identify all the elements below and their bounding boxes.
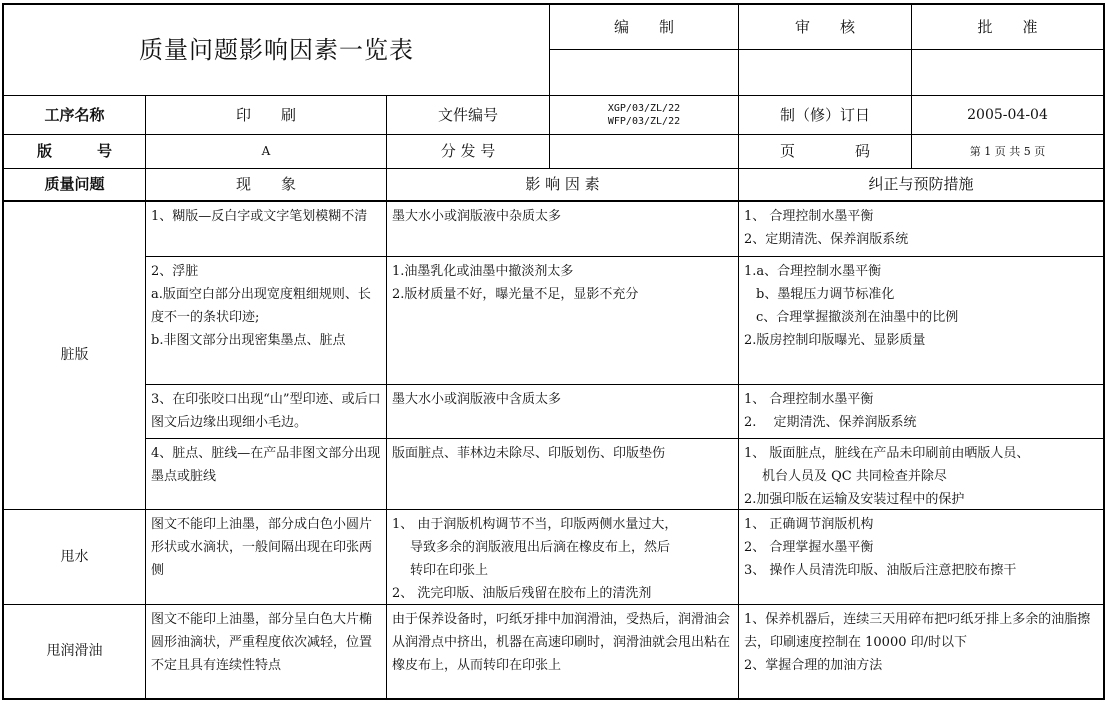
page-label: 页 码: [779, 142, 870, 160]
text-line: 转印在印张上: [410, 563, 489, 578]
factor-cell: [387, 605, 738, 698]
text-line: 2.加强印版在运输及安装过程中的保护: [744, 492, 965, 507]
header-problem: 质量问题: [44, 175, 105, 193]
measure-cell: [739, 202, 1103, 256]
measure-cell: [739, 385, 1103, 438]
text-line: a.版面空白部分出现宽度粗细规则、长度不一的条状印迹;: [151, 287, 371, 325]
measure-cell: [739, 257, 1103, 384]
text-line: b.非图文部分出现密集墨点、脏点: [151, 333, 346, 348]
text-line: 2.版房控制印版曝光、显影质量: [744, 333, 926, 348]
text-line: 墨大水小或润版液中杂质太多: [392, 209, 562, 224]
version-value: A: [261, 144, 271, 158]
text-line: 2、定期清洗、保养润版系统: [744, 232, 909, 247]
text-line: b、墨辊压力调节标准化: [756, 287, 895, 302]
text-line: 1、 合理控制水墨平衡: [744, 209, 874, 224]
measure-cell: [739, 605, 1103, 698]
border-right: [1103, 3, 1105, 700]
page-title: 质量问题影响因素一览表: [139, 35, 414, 64]
distribution-value: [550, 135, 738, 168]
text-line: 2. 定期清洗、保养润版系统: [744, 415, 917, 430]
group-name-dirty-plate: 脏版: [60, 347, 89, 363]
text-line: 2.版材质量不好，曝光量不足，显影不充分: [392, 287, 639, 302]
file-no-label: 文件编号: [437, 105, 498, 124]
text-line: 2、 洗完印版、油版后残留在胶布上的清洗剂: [392, 586, 652, 601]
revision-date-value: 2005-04-04: [967, 106, 1048, 123]
phenomenon-cell: [146, 605, 386, 698]
text-line: 机台人员及 QC 共同检查并除尽: [762, 469, 947, 484]
text-line: 1、 正确调节润版机构: [744, 517, 874, 532]
header-phenomenon: 现 象: [235, 175, 296, 193]
text-line: 2、浮脏: [151, 264, 199, 279]
text-line: 版面脏点、菲林边未除尽、印版划伤、印版垫伤: [392, 446, 666, 461]
text-line: 3、在印张咬口出现“山”型印迹、或后口图文后边缘出现细小毛边。: [151, 392, 381, 430]
text-line: 导致多余的润版液甩出后滴在橡皮布上，然后: [410, 540, 671, 555]
file-no-values: [550, 96, 738, 134]
file-no-value-2: WFP/03/ZL/22: [607, 116, 681, 127]
revision-date-label: 制（修）订日: [779, 105, 870, 124]
text-line: 1、保养机器后，连续三天用碎布把叼纸牙排上多余的油脂擦去，印刷速度控制在 10000 印/时以下: [744, 612, 1091, 650]
text-line: 2、 合理掌握水墨平衡: [744, 540, 874, 555]
phenomenon-cell: [146, 385, 386, 438]
factor-cell: [387, 202, 738, 256]
text-line: 图文不能印上油墨，部分成白色小圆片形状或水滴状，一般间隔出现在印张两侧: [151, 517, 373, 578]
process-label: 工序名称: [44, 105, 105, 124]
factor-cell: [387, 510, 738, 604]
factor-cell: [387, 257, 738, 384]
text-line: 图文不能印上油墨，部分呈白色大片椭圆形油滴状，严重程度依次减轻，位置不定且具有连续性特点: [151, 612, 373, 673]
text-line: 墨大水小或润版液中含质太多: [392, 392, 562, 407]
text-line: 1、糊版—反白字或文字笔划模糊不清: [151, 209, 368, 224]
text-line: 1、 合理控制水墨平衡: [744, 392, 874, 407]
version-label: 版 号: [36, 142, 112, 160]
group-name-water-splash: 甩水: [60, 548, 89, 565]
phenomenon-cell: [146, 510, 386, 604]
group-name-oil-splash: 甩润滑油: [46, 643, 103, 659]
text-line: 1、 版面脏点，脏线在产品未印刷前由晒版人员、: [744, 446, 1030, 461]
factor-cell: [387, 385, 738, 438]
text-line: 1.a、合理控制水墨平衡: [744, 264, 882, 279]
text-line: 4、脏点、脏线—在产品非图文部分出现墨点或脏线: [151, 446, 381, 484]
distribution-label: 分 发 号: [440, 142, 496, 160]
text-line: 3、 操作人员清洗印版、油版后注意把胶布擦干: [744, 563, 1017, 578]
file-no-value-1: XGP/03/ZL/22: [607, 103, 681, 114]
phenomenon-cell: [146, 202, 386, 256]
text-line: 1、 由于润版机构调节不当，印版两侧水量过大，: [392, 517, 678, 532]
text-line: 1.油墨乳化或油墨中撤淡剂太多: [392, 264, 574, 279]
sign-approve-label: 批 准: [977, 17, 1038, 36]
header-factor: 影 响 因 素: [525, 175, 600, 193]
text-line: 2、掌握合理的加油方法: [744, 658, 883, 673]
page-value: 第 1 页 共 5 页: [969, 145, 1046, 158]
quality-factor-table: [2, 3, 1105, 700]
measure-cell: [739, 439, 1103, 509]
text-line: c、合理掌握撤淡剂在油墨中的比例: [756, 310, 959, 325]
hline-sign: [549, 49, 1105, 50]
text-line: 由于保养设备时，叼纸牙排中加润滑油，受热后，润滑油会从润滑点中挤出，机器在高速印刷时，润滑油就会甩出粘在橡皮布上，从而转印在印张上: [392, 612, 731, 673]
phenomenon-cell: [146, 439, 386, 509]
factor-cell: [387, 439, 738, 509]
measure-cell: [739, 510, 1103, 604]
sign-review-label: 审 核: [794, 17, 855, 36]
process-value: 印 刷: [235, 105, 296, 124]
sign-edit-label: 编 制: [613, 17, 674, 36]
header-measure: 纠正与预防措施: [868, 175, 974, 193]
border-bottom: [2, 698, 1105, 700]
phenomenon-cell: [146, 257, 386, 384]
